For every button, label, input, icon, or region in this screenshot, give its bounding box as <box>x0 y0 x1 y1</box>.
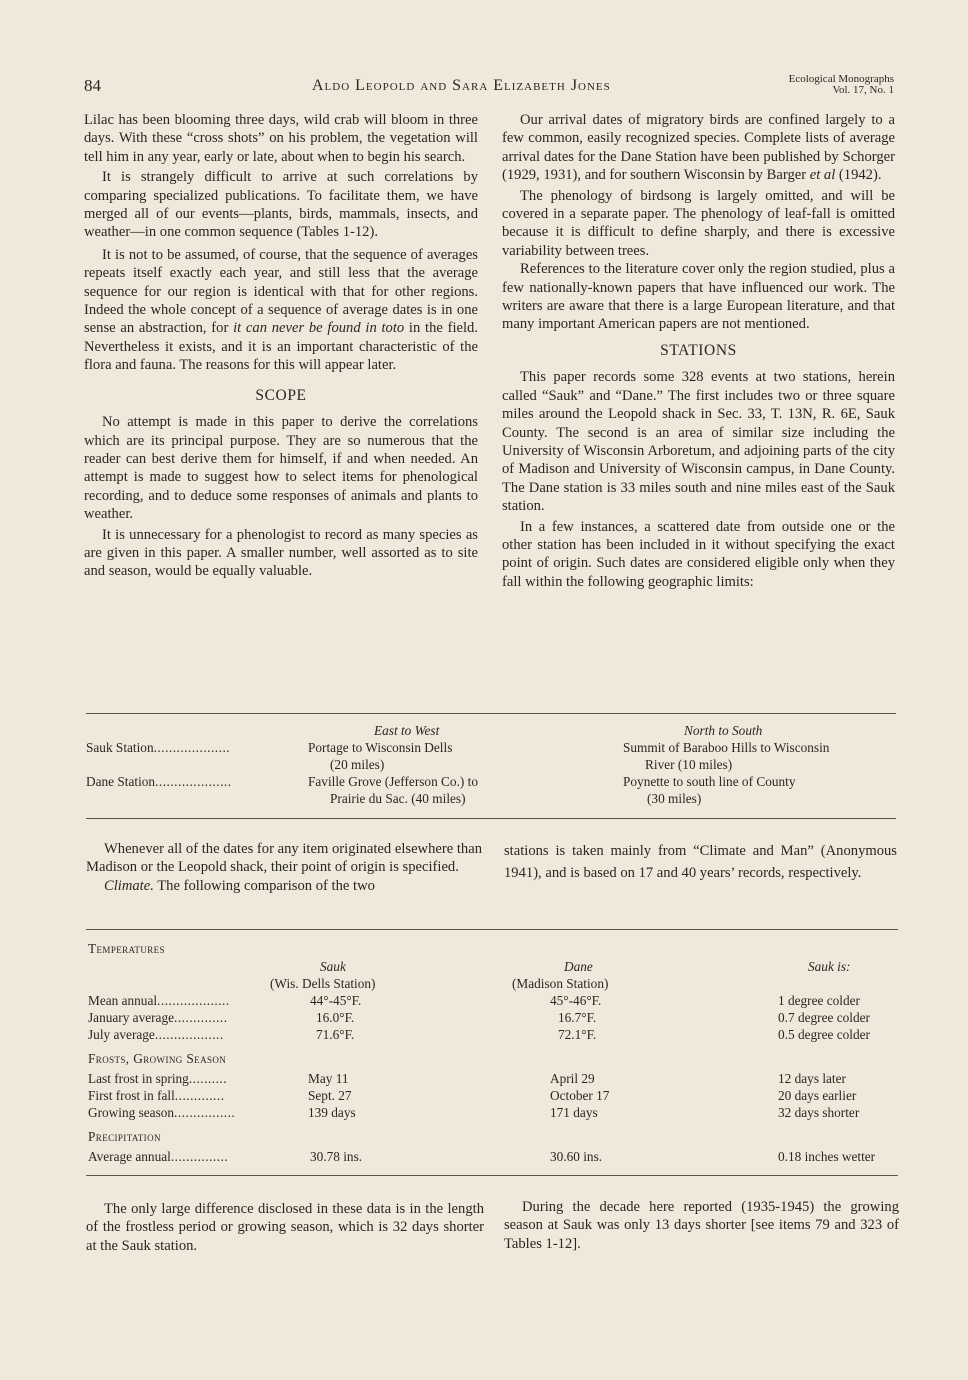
sauk-east-west-distance: (20 miles) <box>330 757 385 772</box>
mid-right-text <box>504 840 897 884</box>
table-rule <box>86 818 896 819</box>
table-cell-difference: 0.7 degree colder <box>778 1010 870 1025</box>
table-row-label: July average.................. <box>88 1027 224 1042</box>
dane-east-west: Faville Grove (Jefferson Co.) to <box>308 774 478 789</box>
section-heading-scope: SCOPE <box>255 386 307 404</box>
dane-north-south: Poynette to south line of County <box>623 774 796 789</box>
bottom-right-text <box>504 1198 899 1253</box>
column-subheader-sauk: (Wis. Dells Station) <box>270 976 376 991</box>
paragraph: The phenology of birdsong is largely omitted, and will be covered in a separate paper. The phenology of leaf-fall is omitted because it is difficult to define sharply, and there is excessive variability between trees. <box>502 187 895 259</box>
table-cell-difference: 0.5 degree colder <box>778 1027 870 1042</box>
dane-north-south-distance: (30 miles) <box>647 791 702 806</box>
paragraph: Lilac has been blooming three days, wild crab will bloom in three days. With these “cross shots” on his problem, the vegetation will tell him in any year, early or late, about when to begin his search. <box>84 112 478 165</box>
paragraph: It is unnecessary for a phenologist to record as many species as are given in this paper. A smaller number, well assorted as to site and season, would be equally valuable. <box>84 526 478 580</box>
table-row-label: Mean annual................... <box>88 993 230 1008</box>
table-rule <box>86 713 896 714</box>
column-header-difference: Sauk is: <box>808 959 851 974</box>
section-precipitation: Precipitation <box>88 1129 161 1144</box>
sauk-east-west: Portage to Wisconsin Dells <box>308 740 453 755</box>
journal-volume: Vol. 17, No. 1 <box>832 84 894 96</box>
table-rule <box>86 1175 898 1176</box>
table-cell-difference: 32 days shorter <box>778 1105 860 1120</box>
table-cell-difference: 1 degree colder <box>778 993 860 1008</box>
column-header-sauk: Sauk <box>320 959 346 974</box>
row-label-dane: Dane Station.................... <box>86 774 232 789</box>
table-cell-difference: 12 days later <box>778 1071 846 1086</box>
table-cell-difference: 20 days earlier <box>778 1088 857 1103</box>
table-cell-sauk: 16.0°F. <box>316 1010 355 1025</box>
paragraph: It is strangely difficult to arrive at such correlations by comparing specialized publications. To facilitate them, we have merged all of our events—plants, birds, mammals, insects, and weather—in one common sequence (Tables 1-12). <box>84 169 478 241</box>
column-subheader-dane: (Madison Station) <box>512 976 609 991</box>
mid-left-text <box>86 840 482 895</box>
table-cell-sauk: 44°-45°F. <box>310 993 362 1008</box>
column-header-north-south: North to South <box>684 723 763 738</box>
paragraph: References to the literature cover only the region studied, plus a few nationally-known papers that have influenced our work. The writers are aware that there is a large European literature, and that many important American papers are not mentioned. <box>502 261 895 333</box>
table-cell-sauk: Sept. 27 <box>308 1088 352 1103</box>
table-cell-sauk: 30.78 ins. <box>310 1149 363 1164</box>
table-cell-dane: October 17 <box>550 1088 610 1103</box>
column-header-east-west: East to West <box>374 723 440 738</box>
paragraph: The only large difference disclosed in these data is in the length of the frostless period or growing season, which is 32 days shorter at the Sauk station. <box>86 1201 484 1254</box>
column-header-dane: Dane <box>564 959 593 974</box>
paragraph: Climate. The following comparison of the two <box>104 877 375 894</box>
table-rule <box>86 929 898 930</box>
left-column <box>84 111 478 581</box>
page-number: 84 <box>84 76 101 95</box>
table-cell-dane: 72.1°F. <box>558 1027 597 1042</box>
table-cell-difference: 0.18 inches wetter <box>778 1149 876 1164</box>
italic-phrase: it can never be found in toto <box>233 320 405 337</box>
running-head-journal <box>748 74 894 96</box>
section-temperatures: Temperatures <box>88 941 165 956</box>
paragraph: In a few instances, a scattered date from outside one or the other station has been included in it without specifying the exact point of origin. Such dates are considered eligible only when they fall within the following geographic limits: <box>502 518 895 590</box>
paragraph: During the decade here reported (1935-1945) the growing season at Sauk was only 13 days shorter [see items 79 and 323 of Tables 1-12]. <box>504 1199 899 1252</box>
sauk-north-south: Summit of Baraboo Hills to Wisconsin <box>623 740 830 755</box>
right-column <box>502 111 895 591</box>
table-cell-sauk: 139 days <box>308 1105 356 1120</box>
sauk-north-south-distance: River (10 miles) <box>645 757 733 772</box>
section-frosts-growing-season: Frosts, Growing Season <box>88 1051 227 1066</box>
paragraph: Whenever all of the dates for any item originated elsewhere than Madison or the Leopold shack, their point of origin is specified. <box>86 841 482 876</box>
table-row-label: First frost in fall............. <box>88 1088 225 1103</box>
paragraph: stations is taken mainly from “Climate and Man” (Anonymous 1941), and is based on 17 and 40 years’ records, respectively. <box>504 843 897 881</box>
paragraph: Our arrival dates of migratory birds are confined largely to a few common, easily recognized species. Complete lists of average arrival dates for the Dane Station have been published by Schorger (1929, 1931), and for southern Wisconsin by Barger et al (1942). <box>502 112 895 184</box>
italic-phrase: et al <box>809 167 836 184</box>
paragraph: No attempt is made in this paper to derive the correlations which are its principal purpose. They are so numerous that the reader can best derive them for himself, if and when needed. An attempt is made to suggest how to select items for phenological recording, and to deduce some responses of animals and plants to weather. <box>84 414 478 523</box>
table-row-label: Last frost in spring.......... <box>88 1071 228 1086</box>
bottom-left-text <box>86 1200 484 1255</box>
section-heading-stations: STATIONS <box>660 341 737 359</box>
table-cell-sauk: May 11 <box>308 1071 349 1086</box>
table-cell-dane: 30.60 ins. <box>550 1149 603 1164</box>
run-in-heading-climate: Climate. <box>104 877 154 894</box>
table-cell-dane: 171 days <box>550 1105 598 1120</box>
running-head-authors: Aldo Leopold and Sara Elizabeth Jones <box>312 77 611 94</box>
table-cell-sauk: 71.6°F. <box>316 1027 355 1042</box>
table-row-label: Growing season................ <box>88 1105 236 1120</box>
table-cell-dane: 45°-46°F. <box>550 993 602 1008</box>
table-cell-dane: April 29 <box>550 1071 595 1086</box>
climate-comparison-table <box>88 936 900 1166</box>
table-row-label: Average annual............... <box>88 1149 229 1164</box>
table-cell-dane: 16.7°F. <box>558 1010 597 1025</box>
table-row-label: January average.............. <box>88 1010 228 1025</box>
geographic-limits-table <box>86 722 898 812</box>
dane-east-west-distance: Prairie du Sac. (40 miles) <box>330 791 466 806</box>
paragraph: This paper records some 328 events at two stations, herein called “Sauk” and “Dane.” The first includes two or three square miles around the Leopold shack in Sec. 33, T. 13N, R. 6E, Sauk County. The second is an area of similar size including the University of Wisconsin Arboretum, and adjoining parts of the city of Madison and University of Wisconsin campus, in Dane County. The Dane station is 33 miles south and nine miles east of the Sauk station. <box>502 369 895 515</box>
journal-name: Ecological Monographs <box>788 73 894 85</box>
row-label-sauk: Sauk Station.................... <box>86 740 231 755</box>
paragraph: It is not to be assumed, of course, that the sequence of averages repeats itself exactly each year, and still less that the average sequence for our region is identical with that for other regions. Indeed the whole concept of a sequence of average dates is in one sense an abstraction, for it can never be found in toto in the field. Nevertheless it exists, and it is an important characteristic of the flora and fauna. The reasons for this will appear later. <box>84 246 478 374</box>
